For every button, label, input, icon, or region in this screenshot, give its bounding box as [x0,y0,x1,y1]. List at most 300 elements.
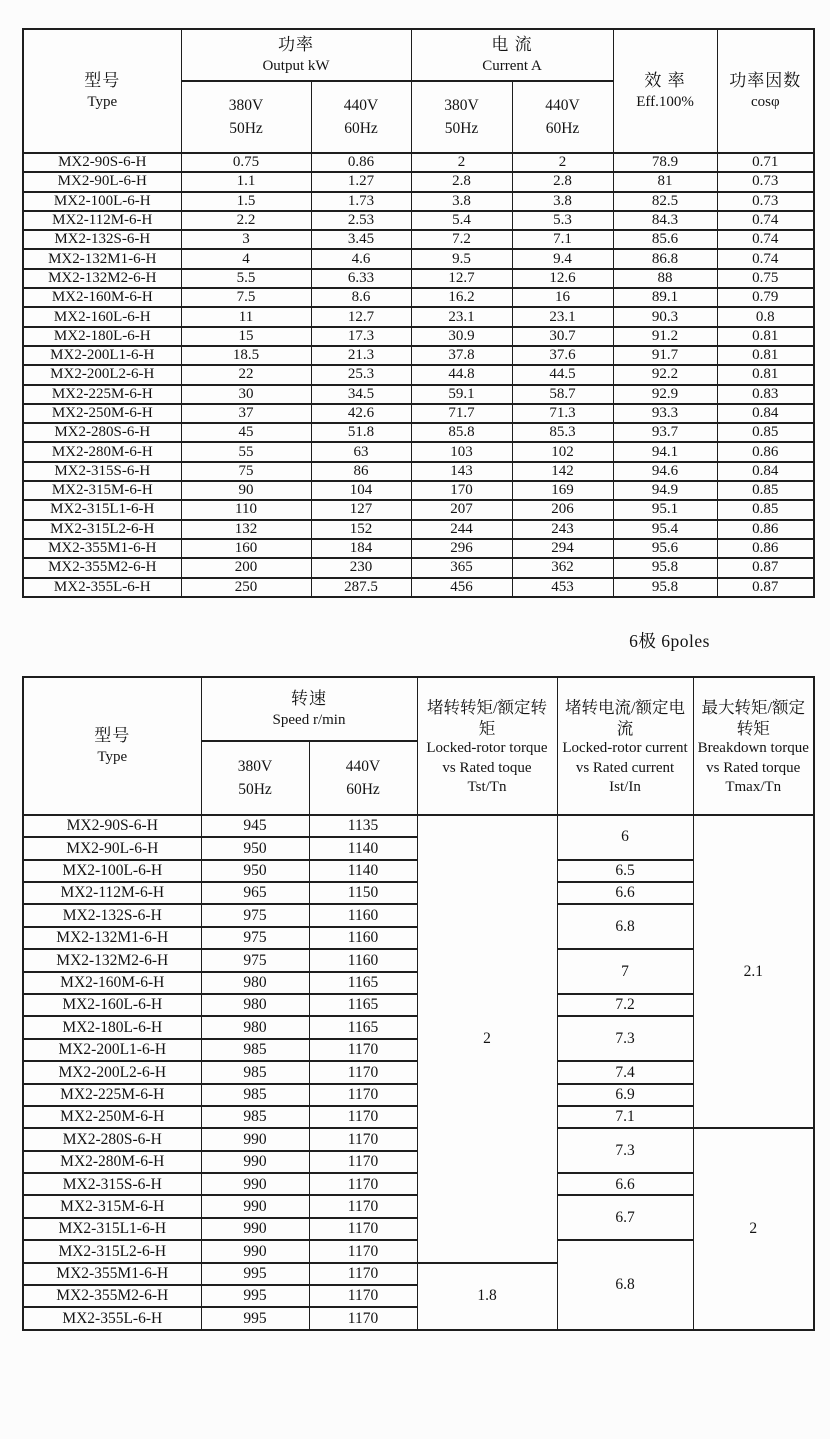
speed-380v-cell: 990 [201,1128,309,1150]
ist-in-cell: 6.6 [557,882,693,904]
type-cell: MX2-160M-6-H [23,972,201,994]
speed-380v-cell: 950 [201,837,309,859]
output-440v-cell: 17.3 [311,327,411,346]
speed-380v-cell: 975 [201,904,309,926]
speed-380v-cell: 985 [201,1084,309,1106]
type-cell: MX2-200L1-6-H [23,1039,201,1061]
speed-380v-cell: 980 [201,972,309,994]
output-380v-cell: 37 [181,404,311,423]
current-440v-cell: 362 [512,558,613,577]
efficiency-label-en: Eff.100% [636,93,694,110]
power-factor-cell: 0.81 [717,365,814,384]
column-header-output [181,29,411,81]
type-cell: MX2-180L-6-H [23,1016,201,1038]
type-cell: MX2-100L-6-H [23,192,181,211]
current-380v-cell: 2.8 [411,172,512,191]
type-cell: MX2-355L-6-H [23,578,181,597]
tmax-tn-cell: 2 [693,1128,814,1330]
tmax-label-zh: 最大转矩/额定转矩 [701,697,806,739]
table1-row [23,288,814,307]
power-current-table-header [23,29,814,153]
type-cell: MX2-132M1-6-H [23,249,181,268]
column-header-current-440v [512,81,613,153]
power-factor-cell: 0.84 [717,462,814,481]
speed-440v-cell: 1170 [309,1106,417,1128]
type-cell: MX2-250M-6-H [23,1106,201,1128]
power-factor-cell: 0.85 [717,423,814,442]
speed-440v-cell: 1170 [309,1039,417,1061]
speed-440v-cell: 1170 [309,1151,417,1173]
speed-440v-cell: 1135 [309,815,417,837]
output-440v-cell: 287.5 [311,578,411,597]
power-factor-cell: 0.74 [717,249,814,268]
speed-380v-cell: 995 [201,1307,309,1329]
power-factor-cell: 0.74 [717,211,814,230]
ist-in-cell: 7 [557,949,693,994]
type-cell: MX2-132S-6-H [23,230,181,249]
current-440v-cell: 71.3 [512,404,613,423]
efficiency-cell: 95.4 [613,520,717,539]
table1-row [23,385,814,404]
efficiency-cell: 91.2 [613,327,717,346]
output-440v-cell: 21.3 [311,346,411,365]
speed-440v-cell: 1140 [309,837,417,859]
power-current-table-body [23,153,814,597]
output-380v-cell: 18.5 [181,346,311,365]
power-factor-cell: 0.79 [717,288,814,307]
ist-in-cell: 6.6 [557,1173,693,1195]
type-cell: MX2-180L-6-H [23,327,181,346]
type-cell: MX2-225M-6-H [23,385,181,404]
efficiency-cell: 78.9 [613,153,717,172]
frequency-label: 60Hz [346,780,380,798]
output-380v-cell: 75 [181,462,311,481]
power-factor-cell: 0.87 [717,558,814,577]
ist-in-cell: 7.3 [557,1016,693,1061]
frequency-label: 60Hz [344,120,378,137]
efficiency-cell: 86.8 [613,249,717,268]
table1-row [23,230,814,249]
efficiency-cell: 92.9 [613,385,717,404]
power-factor-label-en: cosφ [750,93,780,110]
output-440v-cell: 51.8 [311,423,411,442]
type-cell: MX2-315M-6-H [23,1195,201,1217]
frequency-label: 60Hz [545,120,580,137]
speed-torque-table-body [23,815,814,1330]
type-cell: MX2-315S-6-H [23,1173,201,1195]
current-440v-cell: 58.7 [512,385,613,404]
speed-440v-cell: 1170 [309,1263,417,1285]
type-cell: MX2-280M-6-H [23,1151,201,1173]
output-380v-cell: 3 [181,230,311,249]
power-factor-cell: 0.85 [717,481,814,500]
type-cell: MX2-112M-6-H [23,211,181,230]
current-440v-cell: 453 [512,578,613,597]
output-440v-cell: 2.53 [311,211,411,230]
current-380v-cell: 296 [411,539,512,558]
current-380v-cell: 170 [411,481,512,500]
speed-380v-cell: 990 [201,1151,309,1173]
current-440v-cell: 142 [512,462,613,481]
speed-440v-cell: 1170 [309,1195,417,1217]
type-cell: MX2-132S-6-H [23,904,201,926]
efficiency-cell: 81 [613,172,717,191]
speed-380v-cell: 980 [201,1016,309,1038]
speed-440v-cell: 1140 [309,860,417,882]
speed-torque-table-header [23,677,814,815]
poles-label: 6极 6poles [629,630,710,651]
output-440v-cell: 104 [311,481,411,500]
efficiency-cell: 90.3 [613,307,717,326]
table2-row [23,815,814,837]
speed-440v-cell: 1170 [309,1218,417,1240]
table1-row [23,365,814,384]
column-header-current [411,29,613,81]
speed-380v-cell: 985 [201,1106,309,1128]
efficiency-label-zh: 效 率 [644,70,686,90]
frequency-label: 50Hz [238,780,272,798]
ist-in-cell: 6.9 [557,1084,693,1106]
power-factor-label-zh: 功率因数 [729,70,802,90]
current-380v-cell: 5.4 [411,211,512,230]
ist-in-cell: 6 [557,815,693,860]
current-440v-cell: 9.4 [512,249,613,268]
speed-440v-cell: 1170 [309,1173,417,1195]
type-cell: MX2-160M-6-H [23,288,181,307]
output-380v-cell: 90 [181,481,311,500]
current-380v-cell: 143 [411,462,512,481]
current-380v-cell: 3.8 [411,192,512,211]
speed-380v-cell: 995 [201,1285,309,1307]
table1-header-row-1 [23,29,814,81]
output-380v-cell: 200 [181,558,311,577]
power-factor-cell: 0.73 [717,172,814,191]
type-cell: MX2-200L1-6-H [23,346,181,365]
output-380v-cell: 4 [181,249,311,268]
output-440v-cell: 42.6 [311,404,411,423]
current-380v-cell: 85.8 [411,423,512,442]
type-cell: MX2-355M2-6-H [23,558,181,577]
current-440v-cell: 44.5 [512,365,613,384]
power-factor-cell: 0.74 [717,230,814,249]
ist-in-cell: 7.3 [557,1128,693,1173]
output-380v-cell: 7.5 [181,288,311,307]
power-factor-cell: 0.8 [717,307,814,326]
tmax-label-en: Breakdown torque vs Rated torque [697,740,809,776]
output-380v-cell: 1.1 [181,172,311,191]
efficiency-cell: 92.2 [613,365,717,384]
table1-row [23,423,814,442]
ist-in-cell: 7.4 [557,1061,693,1083]
efficiency-cell: 95.1 [613,500,717,519]
current-440v-cell: 243 [512,520,613,539]
type-cell: MX2-315L1-6-H [23,500,181,519]
current-380v-cell: 456 [411,578,512,597]
output-380v-cell: 55 [181,442,311,461]
output-380v-cell: 5.5 [181,269,311,288]
power-factor-cell: 0.84 [717,404,814,423]
table1-row [23,462,814,481]
efficiency-cell: 93.7 [613,423,717,442]
tst-label-en: Locked-rotor torque vs Rated toque [426,740,548,776]
output-440v-cell: 4.6 [311,249,411,268]
table1-row [23,346,814,365]
type-cell: MX2-280S-6-H [23,423,181,442]
output-label-zh: 功率 [278,34,314,54]
power-factor-cell: 0.86 [717,539,814,558]
type-cell: MX2-315L1-6-H [23,1218,201,1240]
table1-row [23,153,814,172]
voltage-label: 440V [345,757,381,775]
ist-symbol: Ist/In [609,778,641,795]
type-cell: MX2-315L2-6-H [23,520,181,539]
current-380v-cell: 207 [411,500,512,519]
voltage-label: 380V [228,96,264,114]
output-440v-cell: 1.27 [311,172,411,191]
type-cell: MX2-315L2-6-H [23,1240,201,1262]
type-cell: MX2-355L-6-H [23,1307,201,1329]
current-380v-cell: 244 [411,520,512,539]
power-factor-cell: 0.83 [717,385,814,404]
type-cell: MX2-355M1-6-H [23,539,181,558]
current-380v-cell: 12.7 [411,269,512,288]
speed-440v-cell: 1165 [309,994,417,1016]
type-cell: MX2-90S-6-H [23,815,201,837]
table1-row [23,558,814,577]
current-440v-cell: 7.1 [512,230,613,249]
type-cell: MX2-90S-6-H [23,153,181,172]
type-label-zh: 型号 [84,70,121,90]
type-cell: MX2-225M-6-H [23,1084,201,1106]
power-factor-cell: 0.86 [717,442,814,461]
type-cell: MX2-132M1-6-H [23,927,201,949]
current-440v-cell: 37.6 [512,346,613,365]
output-440v-cell: 3.45 [311,230,411,249]
output-380v-cell: 2.2 [181,211,311,230]
current-380v-cell: 37.8 [411,346,512,365]
current-440v-cell: 16 [512,288,613,307]
column-header-power-factor [717,29,814,153]
speed-440v-cell: 1170 [309,1240,417,1262]
current-440v-cell: 169 [512,481,613,500]
voltage-label: 440V [343,96,379,114]
efficiency-cell: 88 [613,269,717,288]
speed-380v-cell: 985 [201,1061,309,1083]
speed-380v-cell: 990 [201,1195,309,1217]
current-380v-cell: 9.5 [411,249,512,268]
speed-440v-cell: 1160 [309,927,417,949]
efficiency-cell: 89.1 [613,288,717,307]
speed-440v-cell: 1150 [309,882,417,904]
current-440v-cell: 294 [512,539,613,558]
table1-row [23,404,814,423]
type-cell: MX2-200L2-6-H [23,365,181,384]
output-440v-cell: 25.3 [311,365,411,384]
current-label-en: Current A [482,57,542,74]
speed-380v-cell: 995 [201,1263,309,1285]
type-cell: MX2-160L-6-H [23,307,181,326]
ist-label-en: Locked-rotor current vs Rated current [562,740,688,776]
table1-row [23,500,814,519]
output-380v-cell: 132 [181,520,311,539]
current-380v-cell: 16.2 [411,288,512,307]
frequency-label: 50Hz [444,120,479,137]
output-380v-cell: 22 [181,365,311,384]
column-header-breakdown-torque [693,677,814,815]
table1-row [23,249,814,268]
efficiency-cell: 93.3 [613,404,717,423]
column-header-speed [201,677,417,741]
ist-in-cell: 6.8 [557,1240,693,1330]
output-440v-cell: 34.5 [311,385,411,404]
column-header-type [23,29,181,153]
type-cell: MX2-280S-6-H [23,1128,201,1150]
ist-in-cell: 6.7 [557,1195,693,1240]
output-440v-cell: 0.86 [311,153,411,172]
output-380v-cell: 11 [181,307,311,326]
voltage-label: 380V [237,757,273,775]
type-cell: MX2-200L2-6-H [23,1061,201,1083]
ist-in-cell: 6.8 [557,904,693,949]
efficiency-cell: 84.3 [613,211,717,230]
output-440v-cell: 152 [311,520,411,539]
type-cell: MX2-280M-6-H [23,442,181,461]
speed-440v-cell: 1160 [309,949,417,971]
voltage-label: 380V [444,96,479,114]
output-440v-cell: 230 [311,558,411,577]
table1-row [23,442,814,461]
column-header-speed-440v [309,741,417,815]
type-cell: MX2-355M1-6-H [23,1263,201,1285]
column-header-speed-380v [201,741,309,815]
table1-row [23,192,814,211]
voltage-label: 440V [545,96,580,114]
efficiency-cell: 91.7 [613,346,717,365]
tst-tn-cell: 2 [417,815,557,1263]
efficiency-cell: 95.8 [613,578,717,597]
type-label-en: Type [87,93,118,110]
current-380v-cell: 7.2 [411,230,512,249]
output-440v-cell: 1.73 [311,192,411,211]
power-factor-cell: 0.81 [717,327,814,346]
power-factor-cell: 0.73 [717,192,814,211]
current-440v-cell: 5.3 [512,211,613,230]
power-factor-cell: 0.87 [717,578,814,597]
speed-440v-cell: 1170 [309,1084,417,1106]
table1-row [23,520,814,539]
type-cell: MX2-315S-6-H [23,462,181,481]
current-380v-cell: 59.1 [411,385,512,404]
tst-symbol: Tst/Tn [467,778,507,795]
efficiency-cell: 95.6 [613,539,717,558]
table2-header-row-1 [23,677,814,741]
column-header-locked-rotor-current [557,677,693,815]
current-380v-cell: 2 [411,153,512,172]
ist-in-cell: 7.2 [557,994,693,1016]
output-440v-cell: 184 [311,539,411,558]
tmax-symbol: Tmax/Tn [725,778,782,795]
type-cell: MX2-355M2-6-H [23,1285,201,1307]
type-cell: MX2-250M-6-H [23,404,181,423]
output-label-en: Output kW [262,57,330,74]
column-header-output-440v [311,81,411,153]
speed-380v-cell: 945 [201,815,309,837]
speed-440v-cell: 1165 [309,972,417,994]
efficiency-cell: 94.9 [613,481,717,500]
type-cell: MX2-112M-6-H [23,882,201,904]
current-440v-cell: 85.3 [512,423,613,442]
table1-row [23,211,814,230]
power-factor-cell: 0.75 [717,269,814,288]
current-440v-cell: 2 [512,153,613,172]
output-440v-cell: 127 [311,500,411,519]
speed-440v-cell: 1170 [309,1307,417,1329]
power-factor-cell: 0.71 [717,153,814,172]
type-label-en: Type [97,748,128,765]
power-factor-cell: 0.81 [717,346,814,365]
type-cell: MX2-315M-6-H [23,481,181,500]
table1-row [23,327,814,346]
speed-label-en: Speed r/min [272,711,346,728]
ist-in-cell: 7.1 [557,1106,693,1128]
output-380v-cell: 15 [181,327,311,346]
efficiency-cell: 95.8 [613,558,717,577]
output-440v-cell: 12.7 [311,307,411,326]
current-380v-cell: 30.9 [411,327,512,346]
table1-row [23,539,814,558]
table1-row [23,307,814,326]
speed-label-zh: 转速 [291,688,327,708]
current-380v-cell: 23.1 [411,307,512,326]
speed-380v-cell: 975 [201,927,309,949]
speed-380v-cell: 990 [201,1173,309,1195]
output-440v-cell: 8.6 [311,288,411,307]
speed-380v-cell: 980 [201,994,309,1016]
current-380v-cell: 103 [411,442,512,461]
current-380v-cell: 44.8 [411,365,512,384]
column-header-output-380v [181,81,311,153]
output-380v-cell: 1.5 [181,192,311,211]
speed-380v-cell: 990 [201,1218,309,1240]
type-cell: MX2-90L-6-H [23,837,201,859]
speed-380v-cell: 990 [201,1240,309,1262]
speed-380v-cell: 975 [201,949,309,971]
output-380v-cell: 0.75 [181,153,311,172]
frequency-label: 50Hz [229,120,263,137]
speed-440v-cell: 1165 [309,1016,417,1038]
speed-380v-cell: 985 [201,1039,309,1061]
column-header-efficiency [613,29,717,153]
output-380v-cell: 110 [181,500,311,519]
type-cell: MX2-160L-6-H [23,994,201,1016]
table1-row [23,481,814,500]
output-380v-cell: 250 [181,578,311,597]
current-380v-cell: 365 [411,558,512,577]
speed-440v-cell: 1170 [309,1128,417,1150]
tst-label-zh: 堵转转矩/额定转矩 [426,697,548,739]
output-440v-cell: 63 [311,442,411,461]
current-440v-cell: 2.8 [512,172,613,191]
current-440v-cell: 102 [512,442,613,461]
speed-440v-cell: 1170 [309,1061,417,1083]
ist-in-cell: 6.5 [557,860,693,882]
tst-tn-cell: 1.8 [417,1263,557,1330]
efficiency-cell: 82.5 [613,192,717,211]
output-380v-cell: 160 [181,539,311,558]
output-440v-cell: 86 [311,462,411,481]
efficiency-cell: 94.6 [613,462,717,481]
column-header-locked-rotor-torque [417,677,557,815]
